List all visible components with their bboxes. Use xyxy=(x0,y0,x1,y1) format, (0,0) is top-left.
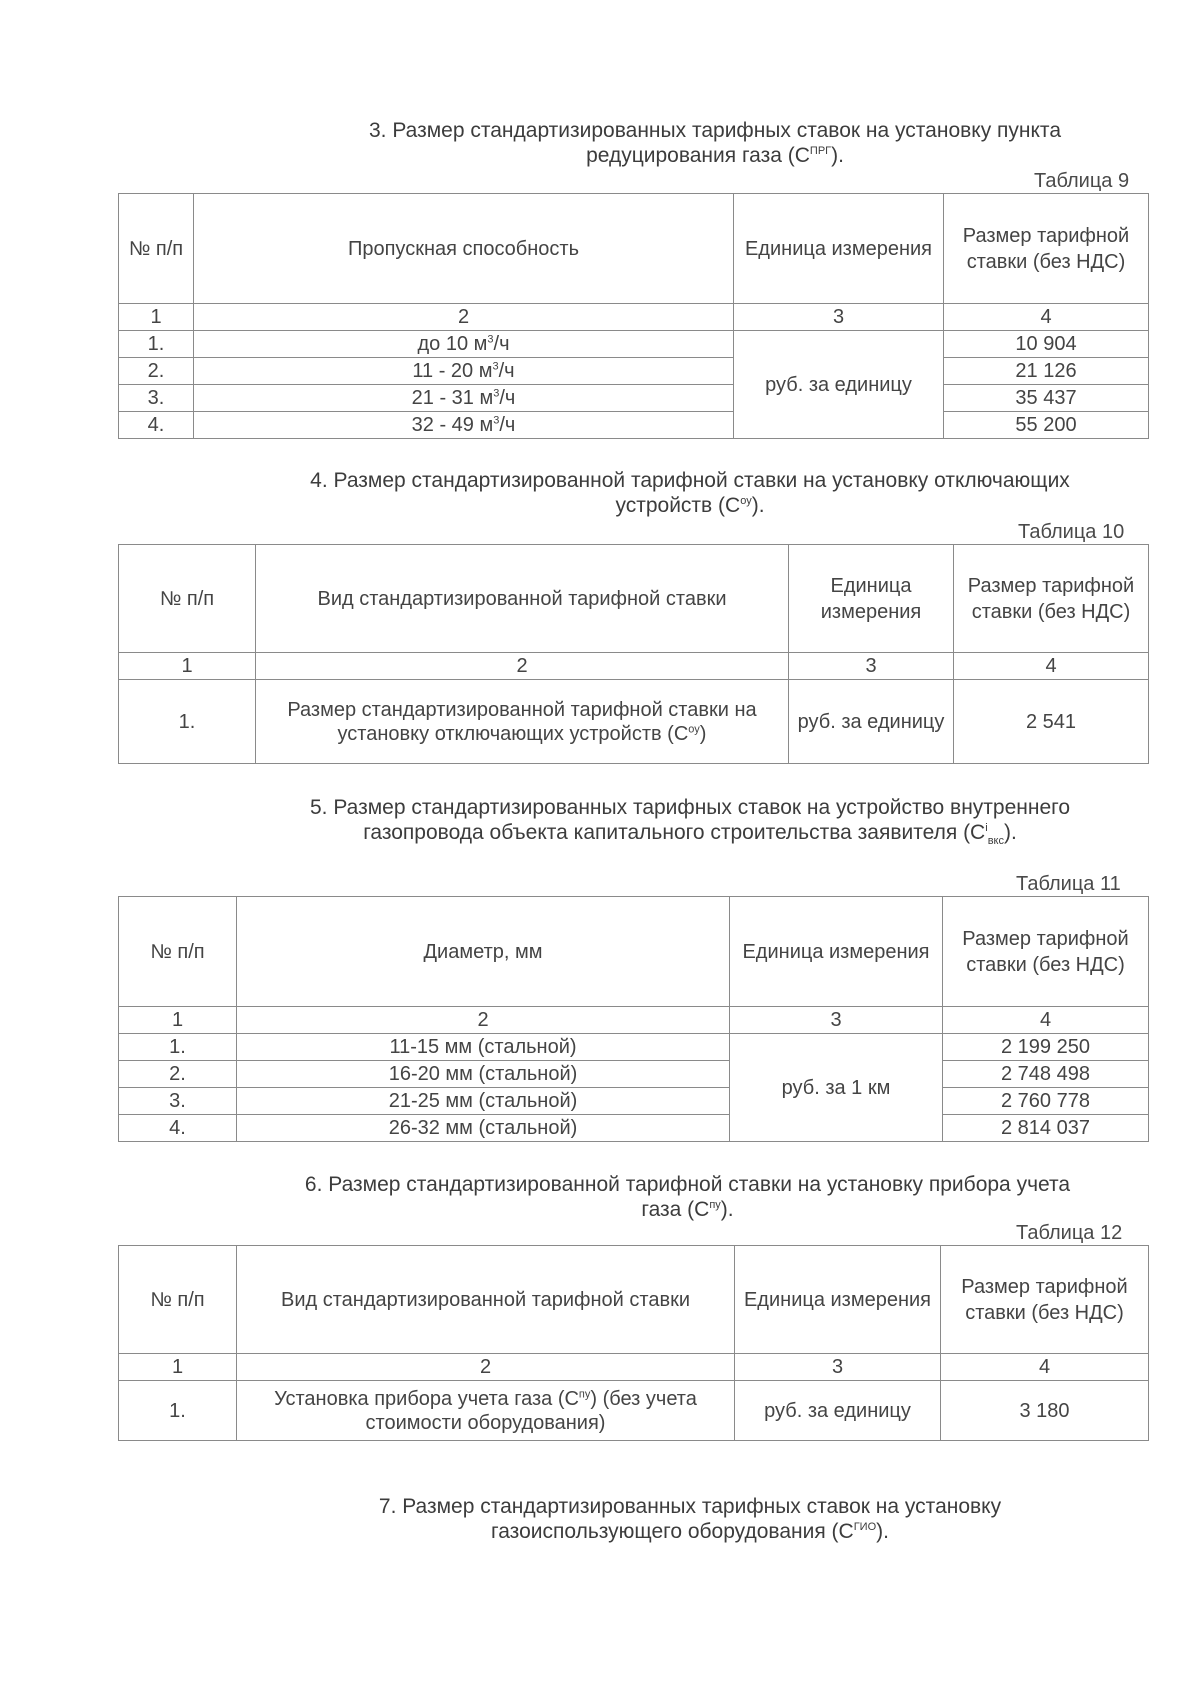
capacity-cell: 21 - 31 $м^3/ч$ xyxy=(194,385,734,412)
header-cell: Единица измерения xyxy=(734,194,944,304)
value-cell: 2 541 xyxy=(954,680,1149,764)
header-cell: Вид стандартизированной тарифной ставки xyxy=(237,1246,735,1354)
index-cell: 1 xyxy=(119,1007,237,1034)
index-cell: 4 xyxy=(941,1354,1149,1381)
table-row xyxy=(119,1381,1149,1441)
table-12 xyxy=(118,1245,1149,1441)
value-cell: 2 748 498 xyxy=(943,1061,1149,1088)
header-cell: Размер тарифной ставки (без НДС) xyxy=(944,194,1149,304)
table-9-label: Таблица 9 xyxy=(1034,170,1130,192)
header-cell: Пропускная способность xyxy=(194,194,734,304)
index-cell: 3 xyxy=(734,304,944,331)
row-number: 1. xyxy=(119,331,194,358)
index-cell: 4 xyxy=(943,1007,1149,1034)
header-cell: Размер тарифной ставки (без НДС) xyxy=(943,897,1149,1007)
description-cell: Установка прибора учета газа $(С^{пу})$ (без учета стоимости оборудования) xyxy=(237,1381,735,1441)
index-cell: 4 xyxy=(944,304,1149,331)
index-cell: 4 xyxy=(954,653,1149,680)
table-row xyxy=(119,1115,1149,1142)
unit-cell: руб. за единицу xyxy=(734,331,944,439)
table-row xyxy=(119,1034,1149,1061)
header-cell: № п/п xyxy=(119,194,194,304)
index-cell: 3 xyxy=(789,653,954,680)
table-row xyxy=(119,358,1149,385)
row-number: 1. xyxy=(119,1034,237,1061)
row-number: 4. xyxy=(119,412,194,439)
diameter-cell: 26-32 мм (стальной) xyxy=(237,1115,730,1142)
header-cell: № п/п xyxy=(119,545,256,653)
value-cell: 35 437 xyxy=(944,385,1149,412)
value-cell: 10 904 xyxy=(944,331,1149,358)
diameter-cell: 21-25 мм (стальной) xyxy=(237,1088,730,1115)
index-cell: 3 xyxy=(730,1007,943,1034)
section-4-heading-line2: устройств $(С^{оу})$. xyxy=(615,494,765,517)
value-cell: 55 200 xyxy=(944,412,1149,439)
diameter-cell: 16-20 мм (стальной) xyxy=(237,1061,730,1088)
row-number: 2. xyxy=(119,1061,237,1088)
table-row xyxy=(119,331,1149,358)
row-number: 3. xyxy=(119,385,194,412)
index-cell: 1 xyxy=(119,304,194,331)
section-7-heading-line2: газоиспользующего оборудования $(С^{ГИО})$. xyxy=(491,1520,889,1543)
section-4-heading-line1: 4. Размер стандартизированной тарифной ставки на установку отключающих xyxy=(310,469,1070,492)
row-number: 3. xyxy=(119,1088,237,1115)
row-number: 4. xyxy=(119,1115,237,1142)
section-6-heading-line1: 6. Размер стандартизированной тарифной ставки на установку прибора учета xyxy=(304,1173,1071,1196)
table-9 xyxy=(118,193,1149,439)
table-row xyxy=(119,680,1149,764)
section-5-heading-line2: газопровода объекта капитального строительства заявителя $(С^i_{вкс})$. xyxy=(363,821,1017,848)
index-cell: 2 xyxy=(256,653,789,680)
section-6-heading xyxy=(230,1172,1145,1222)
section-3-heading-line2: редуцирования газа $(С^{ПРГ})$. xyxy=(586,144,844,167)
index-cell: 2 xyxy=(194,304,734,331)
header-cell: Диаметр, мм xyxy=(237,897,730,1007)
section-7-heading xyxy=(300,1494,1080,1544)
header-cell: Единица измерения xyxy=(730,897,943,1007)
row-number: 2. xyxy=(119,358,194,385)
capacity-cell: 11 - 20 $м^3/ч$ xyxy=(194,358,734,385)
table-row xyxy=(119,1088,1149,1115)
header-cell: Размер тарифной ставки (без НДС) xyxy=(954,545,1149,653)
index-cell: 2 xyxy=(237,1007,730,1034)
value-cell: 21 126 xyxy=(944,358,1149,385)
section-3-heading xyxy=(290,118,1140,168)
unit-cell: руб. за 1 км xyxy=(730,1034,943,1142)
index-cell: 1 xyxy=(119,653,256,680)
value-cell: 2 760 778 xyxy=(943,1088,1149,1115)
header-cell: № п/п xyxy=(119,897,237,1007)
section-5-heading xyxy=(235,795,1145,848)
description-cell: Размер стандартизированной тарифной ставки на установку отключающих устройств $(С^{оу})$ xyxy=(256,680,789,764)
header-cell: № п/п xyxy=(119,1246,237,1354)
header-cell: Единица измерения xyxy=(735,1246,941,1354)
unit-cell: руб. за единицу xyxy=(789,680,954,764)
header-cell: Единица измерения xyxy=(789,545,954,653)
section-7-heading-line1: 7. Размер стандартизированных тарифных ставок на установку xyxy=(378,1495,1002,1518)
capacity-cell: 32 - 49 $м^3/ч$ xyxy=(194,412,734,439)
index-cell: 2 xyxy=(237,1354,735,1381)
diameter-cell: 11-15 мм (стальной) xyxy=(237,1034,730,1061)
table-row xyxy=(119,385,1149,412)
row-number: 1. xyxy=(119,680,256,764)
table-12-label: Таблица 12 xyxy=(1016,1222,1123,1244)
table-11 xyxy=(118,896,1149,1142)
unit-cell: руб. за единицу xyxy=(735,1381,941,1441)
capacity-cell: до 10 $м^3/ч$ xyxy=(194,331,734,358)
row-number: 1. xyxy=(119,1381,237,1441)
section-5-heading-line1: 5. Размер стандартизированных тарифных ставок на устройство внутреннего xyxy=(309,796,1071,819)
table-row xyxy=(119,412,1149,439)
index-cell: 3 xyxy=(735,1354,941,1381)
table-10-label: Таблица 10 xyxy=(1018,521,1125,543)
table-11-label: Таблица 11 xyxy=(1016,873,1121,895)
value-cell: 2 199 250 xyxy=(943,1034,1149,1061)
value-cell: 2 814 037 xyxy=(943,1115,1149,1142)
header-cell: Размер тарифной ставки (без НДС) xyxy=(941,1246,1149,1354)
table-row xyxy=(119,1061,1149,1088)
value-cell: 3 180 xyxy=(941,1381,1149,1441)
section-6-heading-line2: газа $(С^{пу})$. xyxy=(641,1198,734,1221)
index-cell: 1 xyxy=(119,1354,237,1381)
section-3-heading-line1: 3. Размер стандартизированных тарифных ставок на установку пункта xyxy=(369,119,1061,142)
section-4-heading xyxy=(240,468,1140,518)
header-cell: Вид стандартизированной тарифной ставки xyxy=(256,545,789,653)
table-10 xyxy=(118,544,1149,764)
